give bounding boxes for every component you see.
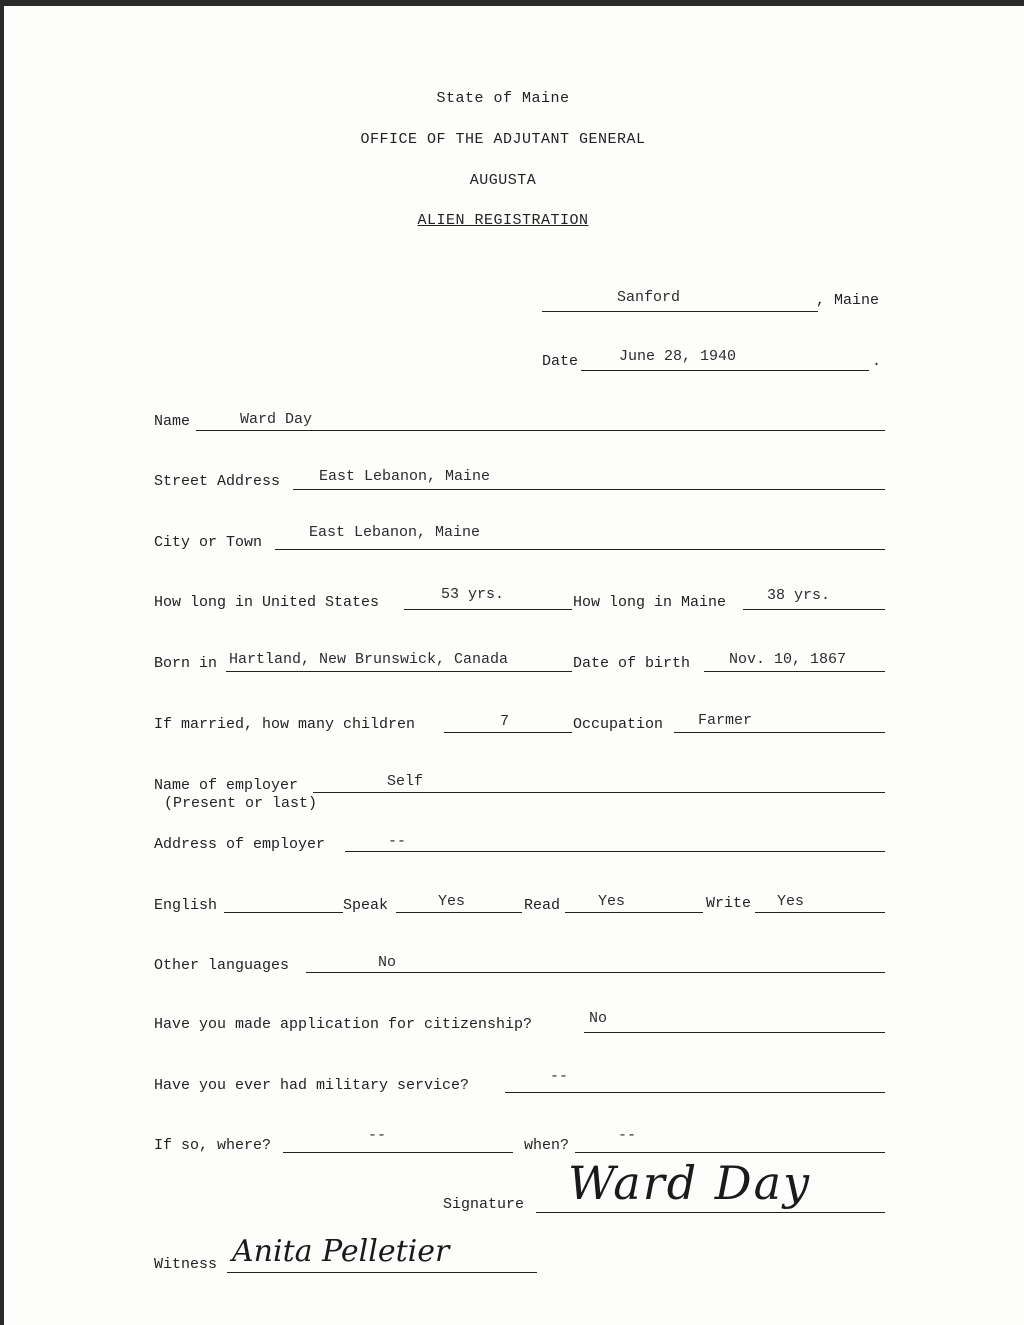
service-where-value: --: [368, 1127, 387, 1144]
witness-label: Witness: [154, 1256, 218, 1273]
other-languages-label: Other languages: [154, 957, 290, 974]
date-of-birth-line: [704, 671, 885, 672]
date-of-birth-value: Nov. 10, 1867: [729, 651, 847, 668]
maine-duration-label: How long in Maine: [573, 594, 727, 611]
street-address-line: [293, 489, 885, 490]
service-when-line: [575, 1152, 885, 1153]
read-line: [565, 912, 703, 913]
city-label: City or Town: [154, 534, 263, 551]
employer-name-label: Name of employer: [154, 777, 299, 794]
military-value: --: [550, 1068, 569, 1085]
employer-name-line: [313, 792, 885, 793]
form-title: ALIEN REGISTRATION: [417, 212, 589, 229]
write-line: [755, 912, 885, 913]
city-value: East Lebanon, Maine: [309, 524, 481, 541]
street-address-value: East Lebanon, Maine: [319, 468, 491, 485]
employer-address-value: --: [388, 833, 407, 850]
children-line: [444, 732, 572, 733]
occupation-label: Occupation: [573, 716, 664, 733]
signature-label: Signature: [443, 1196, 525, 1213]
scan-border-left: [0, 0, 4, 1325]
read-value: Yes: [598, 893, 626, 910]
occupation-line: [674, 732, 885, 733]
read-label: Read: [524, 897, 561, 914]
service-where-line: [283, 1152, 513, 1153]
date-of-birth-label: Date of birth: [573, 655, 691, 672]
street-address-label: Street Address: [154, 473, 281, 490]
military-line: [505, 1092, 885, 1093]
citizenship-label: Have you made application for citizenship?: [154, 1016, 533, 1033]
service-where-label: If so, where?: [154, 1137, 272, 1154]
witness-signature: Anita Pelletier: [232, 1234, 450, 1269]
write-label: Write: [706, 895, 752, 912]
maine-duration-value: 38 yrs.: [767, 587, 831, 604]
us-duration-value: 53 yrs.: [441, 586, 505, 603]
place-town: Sanford: [617, 289, 681, 306]
header-state: State of Maine: [436, 90, 570, 107]
speak-label: Speak: [343, 897, 389, 914]
english-line: [224, 912, 343, 913]
maine-duration-line: [743, 609, 885, 610]
employer-address-label: Address of employer: [154, 836, 326, 853]
header-office: OFFICE OF THE ADJUTANT GENERAL: [360, 131, 646, 148]
service-when-value: --: [618, 1127, 637, 1144]
born-in-line: [226, 671, 572, 672]
other-languages-value: No: [378, 954, 397, 971]
born-in-value: Hartland, New Brunswick, Canada: [229, 651, 509, 668]
occupation-value: Farmer: [698, 712, 753, 729]
citizenship-value: No: [589, 1010, 608, 1027]
service-when-label: when?: [524, 1137, 570, 1154]
military-label: Have you ever had military service?: [154, 1077, 470, 1094]
scan-border-top: [0, 0, 1024, 6]
employer-name-sublabel: (Present or last): [164, 795, 318, 812]
children-label: If married, how many children: [154, 716, 416, 733]
employer-address-line: [345, 851, 885, 852]
witness-line: [227, 1272, 537, 1273]
speak-value: Yes: [438, 893, 466, 910]
other-languages-line: [306, 972, 885, 973]
header-city: AUGUSTA: [469, 172, 537, 189]
date-line: [581, 370, 869, 371]
children-value: 7: [500, 713, 510, 730]
born-in-label: Born in: [154, 655, 218, 672]
name-value: Ward Day: [240, 411, 313, 428]
place-line: [542, 311, 818, 312]
english-label: English: [154, 897, 218, 914]
speak-line: [396, 912, 522, 913]
us-duration-line: [404, 609, 572, 610]
date-value: June 28, 1940: [619, 348, 737, 365]
name-label: Name: [154, 413, 191, 430]
city-line: [275, 549, 885, 550]
us-duration-label: How long in United States: [154, 594, 380, 611]
write-value: Yes: [777, 893, 805, 910]
employer-name-value: Self: [387, 773, 424, 790]
date-label: Date: [542, 353, 579, 370]
name-line: [196, 430, 885, 431]
signature-line: [536, 1212, 885, 1213]
date-end-mark: .: [872, 353, 882, 370]
place-state-label: , Maine: [816, 292, 880, 309]
signature-handwriting: Ward Day: [568, 1156, 812, 1210]
citizenship-line: [584, 1032, 885, 1033]
